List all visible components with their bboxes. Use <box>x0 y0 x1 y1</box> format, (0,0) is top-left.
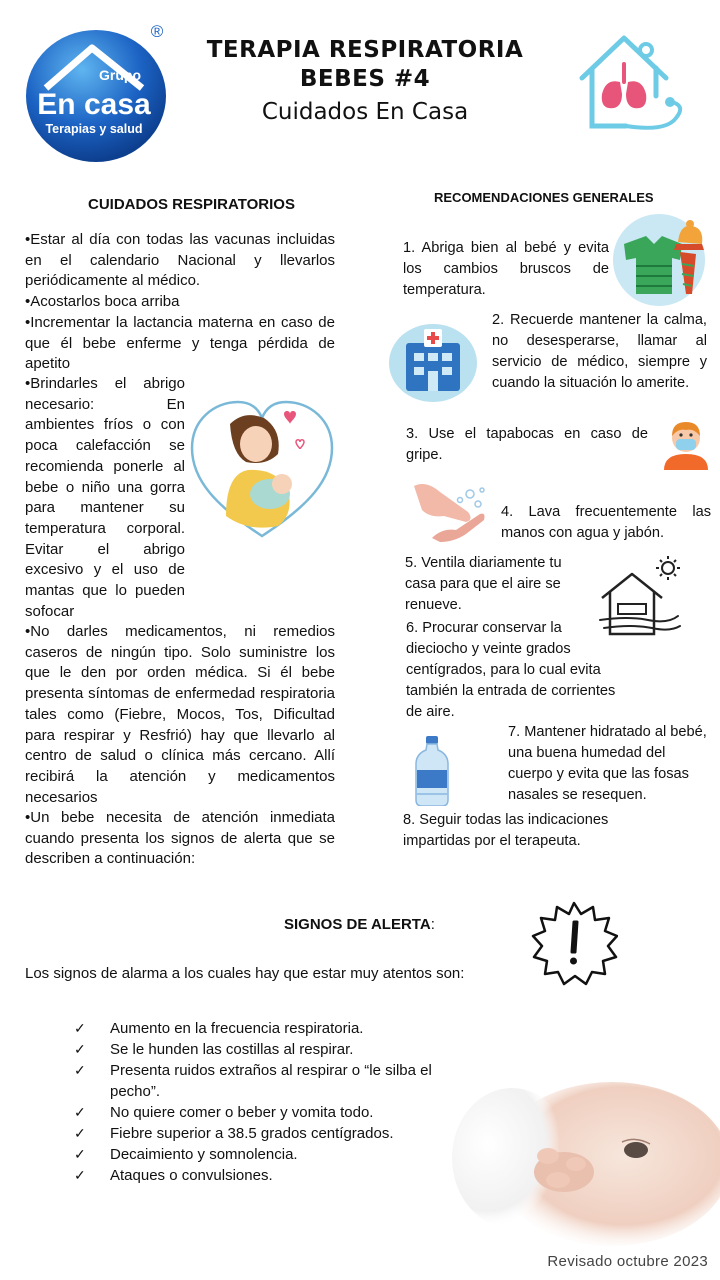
recomendacion-5: 5. Ventila diariamente tu casa para que el aire se renueve. <box>405 555 562 613</box>
recomendacion-2: 2. Recuerde mantener la calma, no desesperarse, llamar al servicio de médico, siempre y cuando la situación lo amerite. <box>492 312 707 391</box>
grupo-en-casa-logo <box>24 22 170 164</box>
cuidado-abrigo: •Brindarles el abrigo necesario: En ambientes fríos o con poca calefacción se recomienda ponerle al bebe o niño una gorra para mantener su temperatura corporal. Evitar el abrigo excesivo y el uso de mantas que lo pueden sofocar <box>25 375 185 620</box>
title-block <box>190 36 540 128</box>
check-icon: ✓ <box>74 1104 86 1120</box>
section-heading-recomendaciones: RECOMENDACIONES GENERALES <box>434 190 654 205</box>
cuidado-atencion-inmediata: •Un bebe necesita de atención inmediata cuando presenta los signos de alerta que se describen a continuación: <box>25 809 335 868</box>
list-item <box>74 1144 474 1165</box>
alert-sign-text: Ataques o convulsiones. <box>110 1167 273 1184</box>
list-item <box>74 1060 474 1102</box>
section-heading-signos <box>284 916 435 933</box>
alert-sign-text: Presenta ruidos extraños al respirar o “le silba el pecho”. <box>110 1062 432 1100</box>
page-subtitle: Cuidados En Casa <box>261 99 469 125</box>
logo-tagline-text: Terapias y salud <box>45 122 143 136</box>
logo-grupo-text: Grupo <box>99 67 141 83</box>
recomendacion-8: 8. Seguir todas las indicaciones impartidas por el terapeuta. <box>403 812 609 849</box>
recomendacion-3: 3. Use el tapabocas en caso de gripe. <box>406 426 648 463</box>
recomendacion-1: 1. Abriga bien al bebé y evita los cambios bruscos de temperatura. <box>403 240 609 298</box>
section-heading-cuidados: CUIDADOS RESPIRATORIOS <box>88 196 295 213</box>
recomendacion-6: 6. Procurar conservar la dieciocho y veinte grados centígrados, para lo cual evita también la entrada de corrientes de aire. <box>406 620 616 720</box>
check-icon: ✓ <box>74 1167 86 1183</box>
page-title-number: BEBES #4 <box>299 66 431 92</box>
check-icon: ✓ <box>74 1125 86 1141</box>
recomendacion-7: 7. Mantener hidratado al bebé, una buena humedad del cuerpo y evita que las fosas nasales se resequen. <box>508 724 707 803</box>
alert-sign-text: Aumento en la frecuencia respiratoria. <box>110 1020 364 1037</box>
cuidado-vacunas: •Estar al día con todas las vacunas incluidas en el calendario Nacional y llevarlos periódicamente al médico. <box>25 231 335 290</box>
list-item <box>74 1039 474 1060</box>
list-item <box>74 1018 474 1039</box>
child-mask-icon <box>660 418 712 470</box>
alert-sign-text: No quiere comer o beber y vomita todo. <box>110 1104 374 1121</box>
check-icon: ✓ <box>74 1146 86 1162</box>
list-item <box>74 1123 474 1144</box>
alert-sign-text: Fiebre superior a 38.5 grados centígrados. <box>110 1125 394 1142</box>
revision-date: Revisado octubre 2023 <box>547 1253 708 1270</box>
alert-sign-text: Se le hunden las costillas al respirar. <box>110 1041 354 1058</box>
cuidado-medicamentos: •No darles medicamentos, ni remedios caseros de ningún tipo. Solo suministre los que le den por orden médica. Si él bebe presenta síntomas de enfermedad respiratoria tales como (Fiebre, Mocos, Tos, Dificultad para respirar y Resfrió) hay que llevarlo al centro de salud o clínica más cercano. Allí recibirá la atención y medicamentos necesarios <box>25 623 335 806</box>
baby-photo <box>452 1076 720 1246</box>
check-icon: ✓ <box>74 1041 86 1057</box>
house-lungs-stethoscope-icon <box>566 24 694 140</box>
water-bottle-icon <box>412 736 452 806</box>
sweater-hat-scarf-icon <box>606 214 712 306</box>
alert-exclamation-icon <box>530 900 618 986</box>
signos-heading-text: SIGNOS DE ALERTA <box>284 916 431 933</box>
list-item <box>74 1165 474 1186</box>
page-title: TERAPIA RESPIRATORIA <box>206 37 524 63</box>
registered-mark: ® <box>150 22 164 41</box>
recomendacion-4: 4. Lava frecuentemente las manos con agua y jabón. <box>501 504 711 541</box>
alert-signs-list <box>74 1018 474 1186</box>
check-icon: ✓ <box>74 1062 86 1078</box>
hand-washing-icon <box>410 476 490 544</box>
alert-intro: Los signos de alarma a los cuales hay que estar muy atentos son: <box>25 965 465 982</box>
mother-baby-heart-illustration <box>186 396 338 542</box>
signos-heading-colon: : <box>430 916 435 933</box>
hospital-building-icon <box>388 323 478 403</box>
cuidado-lactancia: •Incrementar la lactancia materna en caso de que él bebe enferme y tenga pérdida de apetito <box>25 314 335 373</box>
cuidado-boca-arriba: •Acostarlos boca arriba <box>25 293 180 310</box>
alert-sign-text: Decaimiento y somnolencia. <box>110 1146 298 1163</box>
list-item <box>74 1102 474 1123</box>
check-icon: ✓ <box>74 1020 86 1036</box>
logo-en-casa-text: En casa <box>37 88 151 121</box>
